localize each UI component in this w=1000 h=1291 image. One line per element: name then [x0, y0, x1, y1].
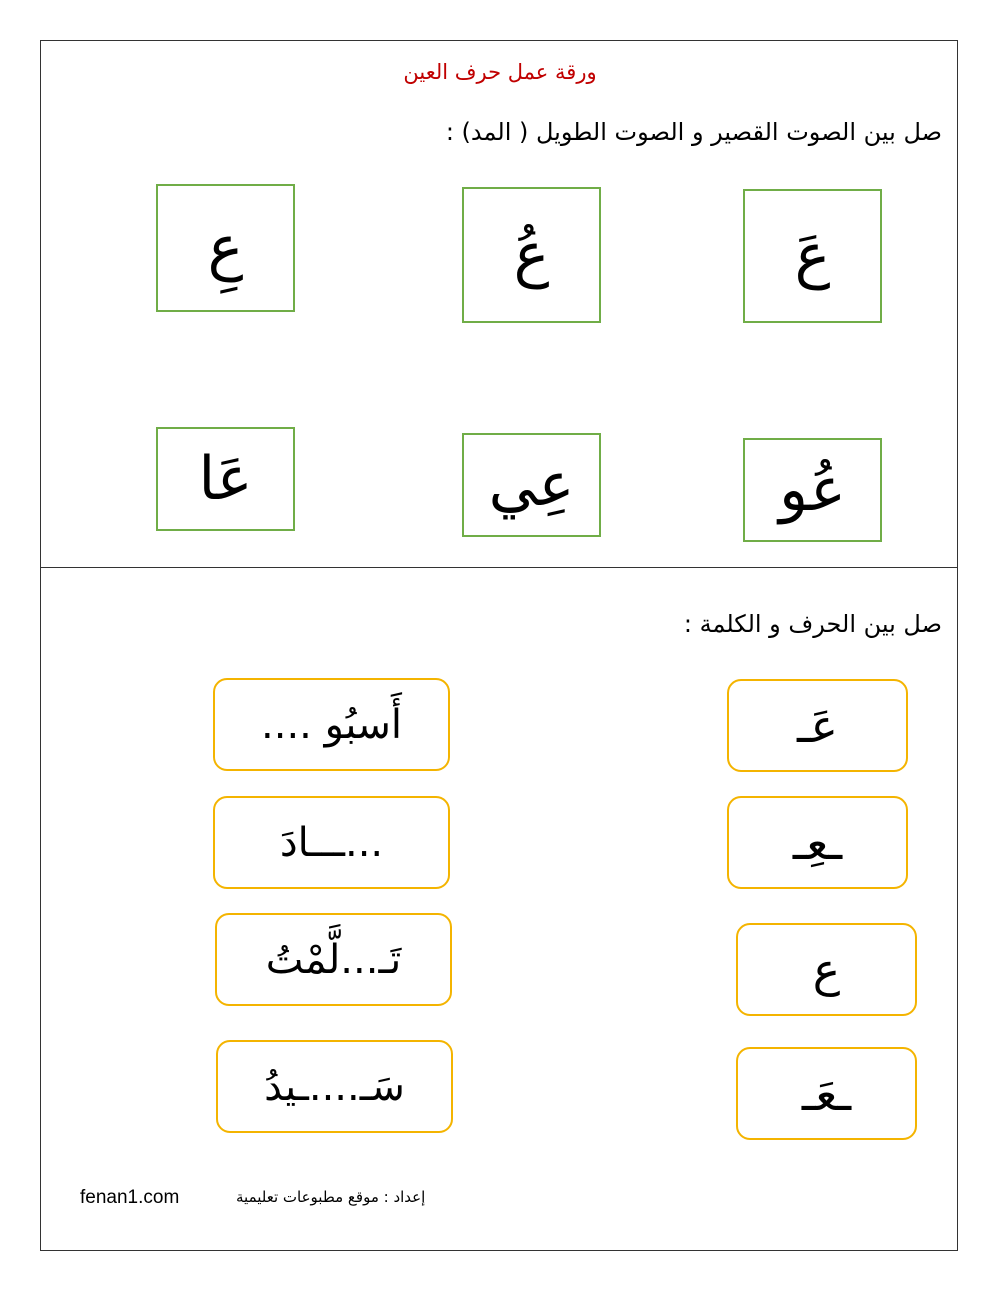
worksheet-title: ورقة عمل حرف العين: [403, 60, 597, 84]
section1-instruction: صل بين الصوت القصير و الصوت الطويل ( المد) :: [445, 118, 942, 146]
section2-instruction: صل بين الحرف و الكلمة :: [683, 610, 942, 638]
short-vowel-card-kasra[interactable]: عِ: [156, 184, 295, 312]
footer-site: fenan1.com: [80, 1187, 180, 1208]
letter-form-card[interactable]: ـعِـ: [727, 796, 908, 889]
long-vowel-card-ya[interactable]: عِي: [462, 433, 601, 537]
word-card[interactable]: سَـ....ـيدُ: [216, 1040, 453, 1133]
short-vowel-card-damma[interactable]: عُ: [462, 187, 601, 323]
letter-form-card[interactable]: ع: [736, 923, 917, 1016]
word-card[interactable]: أَسبُو ....: [213, 678, 450, 771]
letter-form-card[interactable]: ـعَـ: [736, 1047, 917, 1140]
footer-credit: إعداد : موقع مطبوعات تعليمية: [236, 1188, 426, 1206]
word-card[interactable]: ...ـــادَ: [213, 796, 450, 889]
section-divider: [40, 567, 958, 568]
letter-form-card[interactable]: عَـ: [727, 679, 908, 772]
short-vowel-card-fatha[interactable]: عَ: [743, 189, 882, 323]
word-card[interactable]: تَـ...لَّمْتُ: [215, 913, 452, 1006]
long-vowel-card-waw[interactable]: عُو: [743, 438, 882, 542]
long-vowel-card-alif[interactable]: عَا: [156, 427, 295, 531]
